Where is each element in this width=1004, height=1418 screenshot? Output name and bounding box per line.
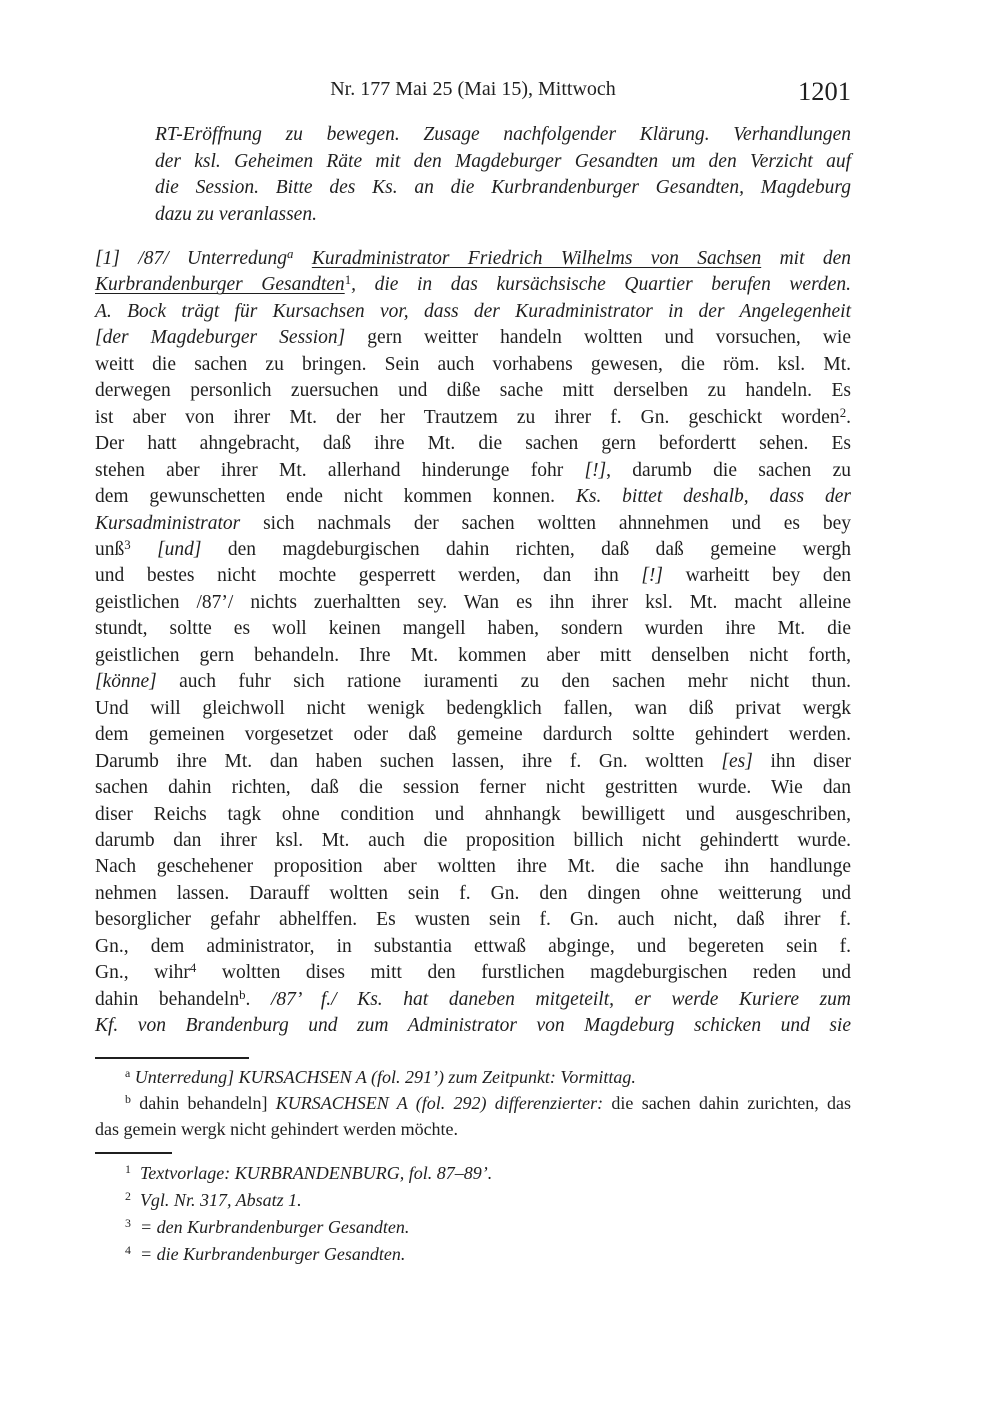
text-block	[95, 0, 851, 1268]
text-run: das gemein wergk nicht gehindert werden möchte.	[95, 1118, 459, 1139]
note-marker: a	[125, 1065, 131, 1080]
text-line	[95, 484, 851, 510]
text-run: Der hatt ahngebracht, daß ihre Mt. die sachen gern befordertt sehen. Es	[95, 433, 851, 455]
text-run: dazu zu veranlassen.	[155, 203, 317, 225]
text-line	[95, 537, 851, 563]
text-run: = den Kurbrandenburger Gesandten.	[139, 1216, 410, 1237]
text-run: , darumb die sachen zu	[606, 459, 851, 481]
text-line	[95, 378, 851, 404]
text-line	[95, 987, 851, 1013]
text-run: Gn., dem administrator, in substantia ettwaß abginge, und begereten sein f.	[95, 935, 851, 957]
text-run: gern weitter handeln woltten und vorsuchen, wie	[345, 327, 851, 349]
note-marker: 3	[125, 1215, 131, 1230]
text-run: ihn diser	[752, 750, 851, 772]
text-run: Darumb ihre Mt. dan haben suchen lassen, ihre f. Gn. woltten	[95, 750, 722, 772]
text-line	[95, 1116, 851, 1142]
text-line	[155, 149, 851, 176]
text-run: ist aber von ihrer Mt. der her Trautzem zu ihrer f. Gn. geschickt worden	[95, 406, 840, 428]
text-run: den magdeburgischen dahin richten, daß daß gemeine wergh	[201, 538, 852, 560]
text-run: geistlichen gern behandeln. Ihre Mt. kommen aber mitt denselben nicht forth,	[95, 644, 851, 666]
text-run: weitt die sachen zu bringen. Sein auch vorhabens gewesen, die röm. ksl. Mt.	[95, 353, 851, 375]
footnote-separator-rule	[95, 1152, 172, 1154]
text-run: der ksl. Geheimen Räte mit den Magdeburger Gesandten um den Verzicht auf	[155, 150, 851, 172]
page-header	[95, 76, 851, 106]
text-line	[95, 775, 851, 801]
text-run: derwegen personlich zuersuchen und diße sache mitt derselben zu handeln. Es	[95, 380, 851, 402]
text-line	[95, 1090, 851, 1116]
text-run: woltten dises mitt den furstlichen magdeburgischen reden und	[196, 962, 851, 984]
text-run: sachen dahin richten, daß die session ferner nicht gestritten wurde. Wie dan	[95, 777, 851, 799]
text-line	[95, 669, 851, 695]
text-line	[95, 563, 851, 589]
text-line	[95, 246, 851, 272]
note-marker: 2	[839, 405, 847, 420]
text-line	[95, 352, 851, 378]
text-run: stehen aber ihrer Mt. allerhand hinderunge fohr	[95, 459, 585, 481]
text-run: .	[245, 988, 272, 1010]
text-run: /87’ f./ Ks. hat daneben mitgeteilt, er werde Kuriere zum	[271, 988, 852, 1010]
text-run: darumb dan ihrer ksl. Mt. auch die proposition billich nicht gehindertt wurde.	[95, 829, 851, 851]
text-line	[95, 1241, 851, 1268]
text-line	[155, 175, 851, 202]
text-run: Ks. bittet deshalb, dass der	[575, 486, 851, 508]
text-line	[95, 272, 851, 298]
text-run: Nach geschehener proposition aber woltten ihre Mt. die sache ihn handlunge	[95, 856, 851, 878]
text-line	[95, 511, 851, 537]
text-line	[95, 1160, 851, 1187]
text-run: diser Reichs tagk ohne condition und ahnhangk bewilligett und ausgeschriben,	[95, 803, 851, 825]
text-line	[95, 458, 851, 484]
text-run: [und]	[157, 538, 202, 560]
text-run: Und will gleichwoll nicht wenigk bedengklich fallen, wan diß privat wergk	[95, 697, 851, 719]
text-run: die sachen dahin zurichten, das	[603, 1092, 851, 1113]
text-run: [der Magdeburger Session]	[95, 327, 346, 349]
text-line	[155, 202, 851, 229]
text-line	[95, 1064, 851, 1090]
text-line	[95, 854, 851, 880]
text-run: Textvorlage: KURBRANDENBURG, fol. 87–89’.	[139, 1162, 493, 1183]
text-run: Gn., wihr	[95, 962, 190, 984]
text-run: KURSACHSEN A (fol. 292) differenzierter:	[275, 1092, 604, 1113]
summary-block	[95, 122, 851, 228]
text-run: A. Bock trägt für Kursachsen vor, dass der Kuradministrator in der Angelegenheit	[95, 300, 851, 322]
text-run: , die in das kursächsische Quartier berufen werden.	[351, 274, 851, 296]
text-run: Kurbrandenburger Gesandten	[95, 274, 345, 296]
text-line	[95, 802, 851, 828]
text-line	[95, 1187, 851, 1214]
text-line	[95, 299, 851, 325]
text-run	[131, 539, 157, 560]
text-line	[95, 828, 851, 854]
text-line	[95, 960, 851, 986]
numbered-footnotes	[95, 1160, 851, 1268]
text-line	[95, 934, 851, 960]
note-marker: b	[239, 987, 246, 1002]
text-run: RT-Eröffnung zu bewegen. Zusage nachfolgender Klärung. Verhandlungen	[155, 124, 851, 145]
text-line	[95, 643, 851, 669]
note-marker: 4	[189, 961, 197, 976]
text-run: Unterredung] KURSACHSEN A (fol. 291’) zum Zeitpunkt: Vormittag.	[134, 1066, 636, 1087]
note-marker: 1	[344, 273, 352, 288]
text-run: besorglicher gefahr abhelffen. Es wusten sein f. Gn. auch nicht, daß ihrer f.	[95, 909, 851, 931]
text-run: [!]	[641, 565, 663, 587]
apparatus-separator-rule	[95, 1057, 249, 1059]
text-line	[95, 881, 851, 907]
text-run: = die Kurbrandenburger Gesandten.	[139, 1243, 406, 1264]
page-number: 1201	[798, 76, 851, 106]
text-run: dem gemeinen vorgesetzet oder daß gemeine dardurch soltte gehindert werden.	[95, 724, 851, 746]
text-run: warheitt bey den	[662, 565, 851, 587]
critical-apparatus-notes	[95, 1064, 851, 1142]
note-marker: 4	[125, 1242, 131, 1257]
running-head: Nr. 177 Mai 25 (Mai 15), Mittwoch	[330, 78, 616, 100]
text-line	[95, 749, 851, 775]
text-run: [!]	[584, 459, 607, 481]
text-line	[95, 325, 851, 351]
text-run: [könne]	[95, 671, 157, 693]
text-run: und bestes nicht mochte gesperrett werden, dan ihn	[95, 565, 642, 587]
text-line	[95, 696, 851, 722]
text-run: dahin behandeln	[95, 988, 240, 1010]
text-line	[95, 405, 851, 431]
text-run: [es]	[721, 750, 753, 772]
text-run: dem gewunschetten ende nicht kommen konnen.	[95, 486, 576, 508]
body-text	[95, 246, 851, 1040]
text-run: .	[846, 406, 851, 428]
note-marker: b	[125, 1091, 131, 1106]
text-run: [1] /87/ Unterredung	[95, 248, 288, 269]
text-run: sich nachmals der sachen woltten ahnnehmen und es bey	[240, 512, 851, 534]
note-marker: 1	[125, 1161, 131, 1176]
note-marker: a	[287, 246, 294, 261]
text-run: dahin behandeln]	[130, 1092, 276, 1113]
text-run	[293, 248, 311, 269]
text-line	[95, 1214, 851, 1241]
text-run: unß	[95, 538, 125, 560]
text-run: Kursadministrator	[95, 512, 241, 534]
text-line	[95, 431, 851, 457]
text-run: geistlichen /87’/ nichts zuerhaltten sey. Wan es ihn ihrer ksl. Mt. macht alleine	[95, 591, 851, 613]
note-marker: 3	[124, 537, 131, 552]
text-run: Vgl. Nr. 317, Absatz 1.	[139, 1189, 302, 1210]
text-line	[95, 616, 851, 642]
text-run: nehmen lassen. Darauff woltten sein f. Gn. den dingen ohne weitterung und	[95, 882, 851, 904]
text-run: stundt, soltte es woll keinen mangell haben, sondern wurden ihre Mt. die	[95, 618, 851, 640]
text-run: Kuradministrator Friedrich Wilhelms von Sachsen	[311, 248, 762, 269]
text-line	[95, 907, 851, 933]
text-run: die Session. Bitte des Ks. an die Kurbrandenburger Gesandten, Magdeburg	[155, 177, 851, 198]
text-line	[95, 1013, 851, 1039]
text-run: Kf. von Brandenburg und zum Administrator von Magdeburg schicken und sie	[95, 1015, 851, 1037]
text-line	[155, 122, 851, 149]
text-run: auch fuhr sich ratione iuramenti zu den sachen mehr nicht thun.	[156, 671, 851, 693]
text-line	[95, 590, 851, 616]
text-line	[95, 722, 851, 748]
note-marker: 2	[125, 1188, 131, 1203]
text-run: mit den	[761, 248, 852, 269]
